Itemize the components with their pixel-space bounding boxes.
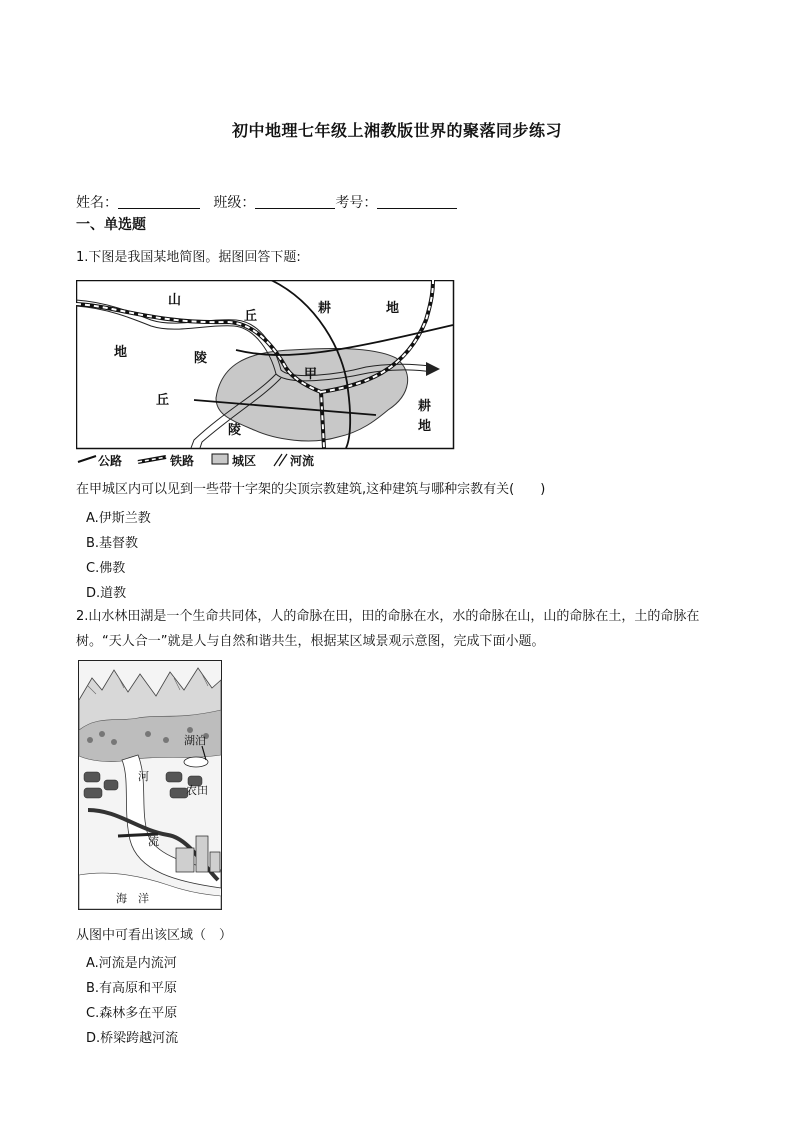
student-info-line <box>76 192 457 212</box>
map-label: 山 <box>168 293 182 308</box>
legend-highway-symbol <box>78 456 96 462</box>
class-blank[interactable] <box>255 194 335 209</box>
q1-option-d[interactable]: D.道教 <box>86 586 127 601</box>
legend-railway: 铁路 <box>170 454 195 468</box>
map-label: 陵 <box>228 423 242 438</box>
exam-number-label: 考号： <box>335 195 378 211</box>
q1-option-a[interactable]: A.伊斯兰教 <box>86 511 151 526</box>
map-label: 陵 <box>194 351 208 366</box>
q1-option-c[interactable]: C.佛教 <box>86 561 126 576</box>
q2-option-a[interactable]: A.河流是内流河 <box>86 956 177 971</box>
river-label: 河 <box>138 770 149 783</box>
legend-city: 城区 <box>232 454 257 468</box>
question-1-stem: 在甲城区内可以见到一些带十字架的尖顶宗教建筑,这种建筑与哪种宗教有关( ) <box>76 482 546 497</box>
river-label: 流 <box>148 835 159 848</box>
map-label: 地 <box>418 419 432 434</box>
map-label: 地 <box>114 345 128 360</box>
lake-icon <box>184 757 208 767</box>
legend-river-symbol <box>274 454 287 466</box>
question-2-intro: 2.山水林田湖是一个生命共同体，人的命脉在田，田的命脉在水，水的命脉在山，山的命脉在土，土的命脉在树。“天人合一”就是人与自然和谐共生，根据某区域景观示意图，完成下面小题。 <box>76 609 700 649</box>
exam-number-blank[interactable] <box>377 194 457 209</box>
question-1-intro: 1.下图是我国某地简图。据图回答下题: <box>76 250 301 265</box>
q2-option-d[interactable]: D.桥梁跨越河流 <box>86 1031 179 1046</box>
legend-highway: 公路 <box>98 454 123 468</box>
q2-option-b[interactable]: B.有高原和平原 <box>86 981 178 996</box>
landscape-figure <box>78 660 222 910</box>
name-blank[interactable] <box>118 194 200 209</box>
legend-river: 河流 <box>290 454 315 468</box>
map-label: 耕 <box>318 301 332 316</box>
q2-option-c[interactable]: C.森林多在平原 <box>86 1006 178 1021</box>
section-title: 一、单选题 <box>76 217 146 233</box>
legend-city-symbol <box>212 454 228 464</box>
map-label: 丘 <box>156 393 170 408</box>
map-label: 丘 <box>244 309 258 324</box>
farmland-label: 农田 <box>186 784 208 797</box>
q1-option-b[interactable]: B.基督教 <box>86 536 139 551</box>
map-label: 地 <box>386 301 400 316</box>
map-label: 甲 <box>304 367 318 382</box>
map-label: 耕 <box>418 399 432 414</box>
name-label: 姓名： <box>76 195 118 211</box>
ocean-label: 海 洋 <box>116 892 149 905</box>
lake-label: 湖泊 <box>184 734 206 747</box>
class-label: 班级： <box>213 195 256 211</box>
page-title: 初中地理七年级上湘教版世界的聚落同步练习 <box>231 121 562 140</box>
question-2-stem: 从图中可看出该区域（ ） <box>76 928 233 943</box>
settlement-map-figure <box>76 280 456 472</box>
map-legend <box>78 453 314 468</box>
